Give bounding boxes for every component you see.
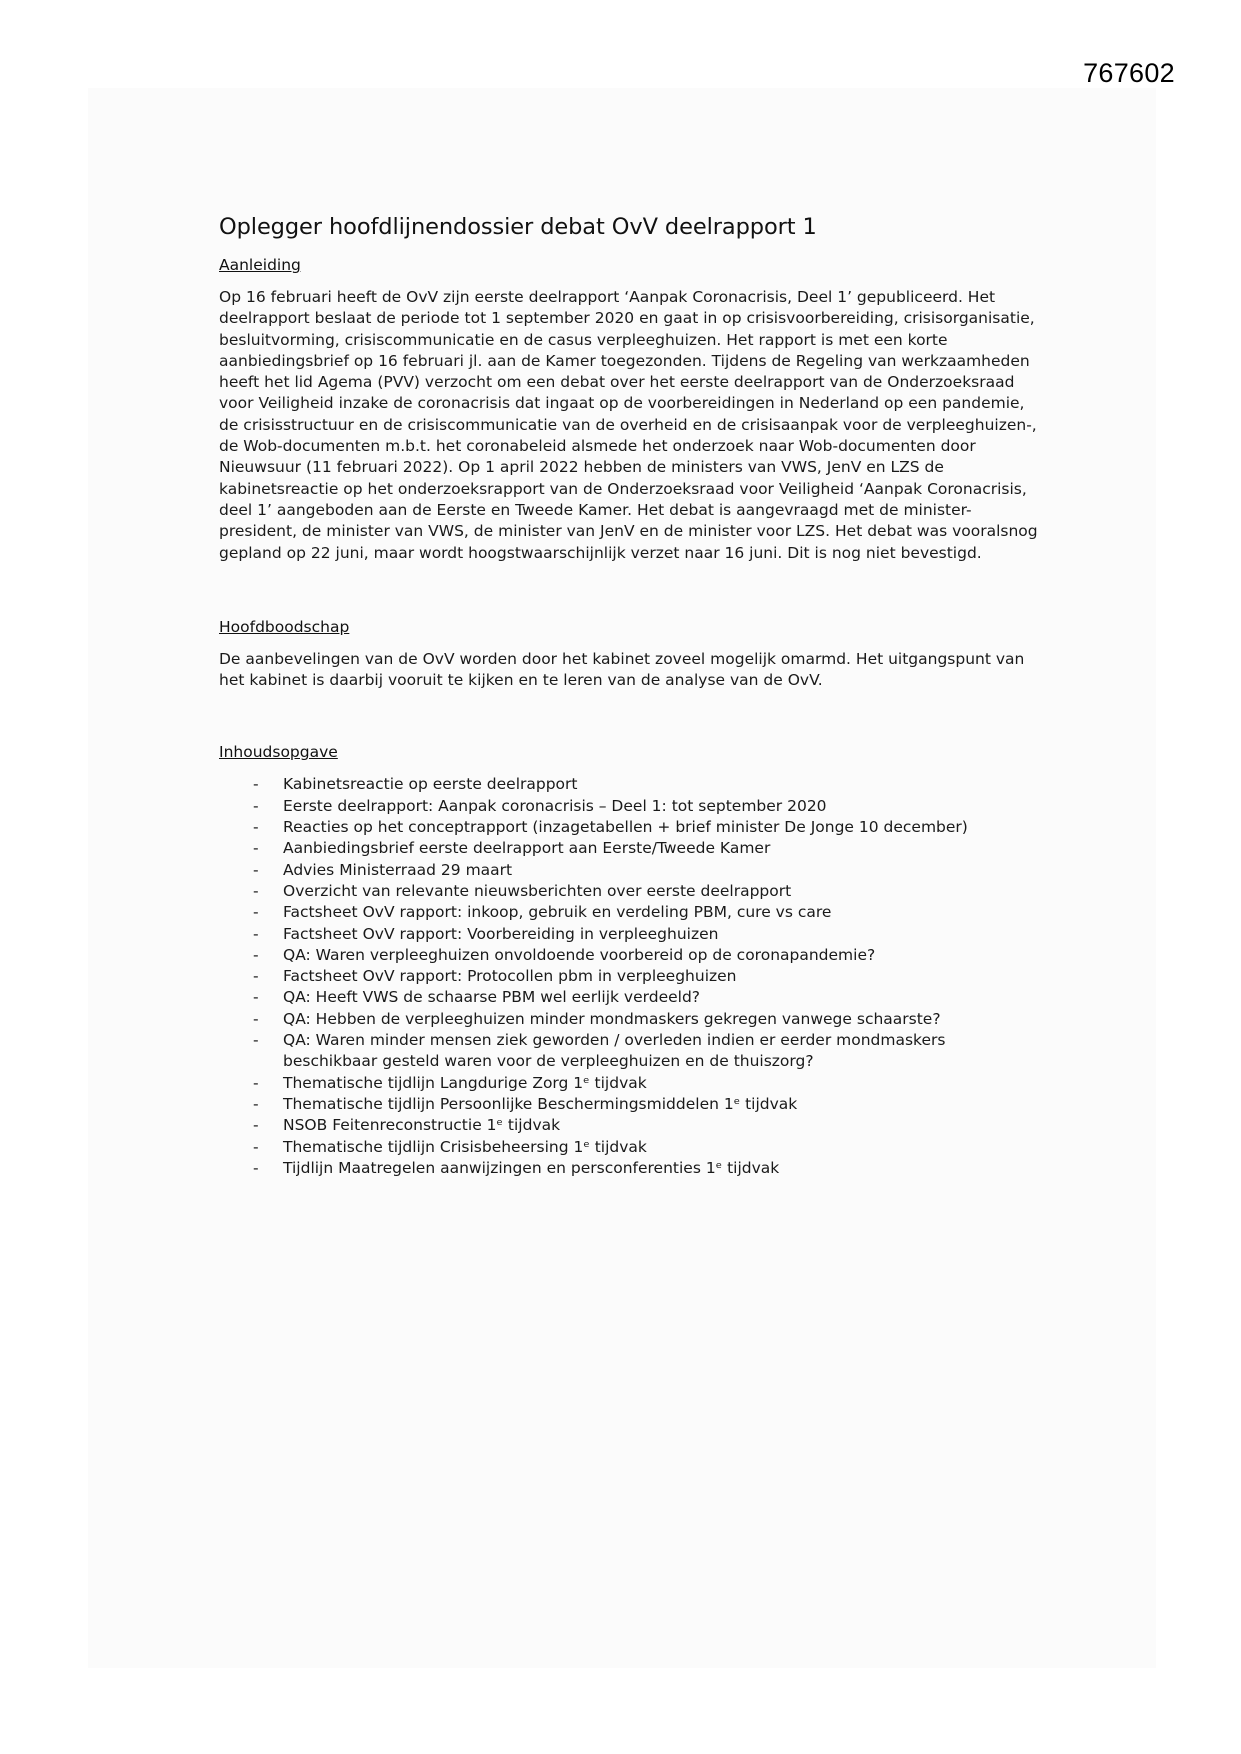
list-dash: - (253, 924, 259, 943)
toc-item-text: Eerste deelrapport: Aanpak coronacrisis – Deel 1: tot september 2020 (283, 796, 827, 815)
toc-item-text: QA: Waren minder mensen ziek geworden / overleden indien er eerder mondmaskers beschikbaar gesteld waren voor de verpleeghuizen en de thuiszorg? (283, 1031, 946, 1071)
toc-item (219, 945, 1039, 966)
toc-item-text: Tijdlijn Maatregelen aanwijzingen en persconferenties 1ᵉ tijdvak (283, 1158, 780, 1177)
document-number: 767602 (1083, 58, 1175, 88)
list-dash: - (253, 967, 259, 986)
toc-item-text: Thematische tijdlijn Langdurige Zorg 1ᵉ tijdvak (283, 1073, 647, 1092)
toc-item-text: Factsheet OvV rapport: inkoop, gebruik en verdeling PBM, cure vs care (283, 903, 832, 922)
toc-item (219, 924, 1039, 945)
toc-item (219, 1137, 1039, 1158)
toc-item-text: Thematische tijdlijn Persoonlijke Beschermingsmiddelen 1ᵉ tijdvak (283, 1094, 798, 1113)
toc-item (219, 796, 1039, 817)
toc-item (219, 966, 1039, 987)
toc-item-text: QA: Waren verpleeghuizen onvoldoende voorbereid op de coronapandemie? (283, 945, 876, 964)
toc-item-text: Advies Ministerraad 29 maart (283, 860, 513, 879)
toc-item (219, 987, 1039, 1008)
toc-item-text: Reacties op het conceptrapport (inzagetabellen + brief minister De Jonge 10 december) (283, 818, 968, 837)
list-dash: - (253, 796, 259, 815)
list-dash: - (253, 860, 259, 879)
aanleiding-paragraph: Op 16 februari heeft de OvV zijn eerste deelrapport ‘Aanpak Coronacrisis, Deel 1’ gepubliceerd. Het deelrapport beslaat de periode tot 1 september 2020 en gaat in op crisisvoorbereiding, crisisorganisatie, besluitvorming, crisiscommunicatie en de casus verpleeghuizen. Het rapport is met een korte aanbiedingsbrief op 16 februari jl. aan de Kamer toegezonden. Tijdens de Regeling van werkzaamheden heeft het lid Agema (PVV) verzocht om een debat over het eerste deelrapport van de Onderzoeksraad voor Veiligheid inzake de coronacrisis dat ingaat op de voorbereidingen in Nederland op een pandemie, de crisisstructuur en de crisiscommunicatie van de overheid en de crisisaanpak voor de verpleeghuizen-, de Wob-documenten m.b.t. het coronabeleid alsmede het onderzoek naar Wob-documenten door Nieuwsuur (11 februari 2022). Op 1 april 2022 hebben de ministers van VWS, JenV en LZS de kabinetsreactie op het onderzoeksrapport van de Onderzoeksraad voor Veiligheid ‘Aanpak Coronacrisis, deel 1’ aangeboden aan de Eerste en Tweede Kamer. Het debat is aangevraagd met de minister-president, de minister van VWS, de minister van JenV en de minister voor LZS. Het debat was vooralsnog gepland op 22 juni, maar wordt hoogstwaarschijnlijk verzet naar 16 juni. Dit is nog niet bevestigd. (219, 288, 1038, 562)
list-dash: - (253, 881, 259, 900)
toc-item (219, 817, 1039, 838)
list-dash: - (253, 1094, 259, 1113)
section-heading-inhoudsopgave: Inhoudsopgave (219, 743, 338, 762)
toc-item-text: Factsheet OvV rapport: Protocollen pbm in verpleeghuizen (283, 967, 737, 986)
list-dash: - (253, 1158, 259, 1177)
section-heading-aanleiding: Aanleiding (219, 256, 301, 274)
toc-item-text: QA: Heeft VWS de schaarse PBM wel eerlijk verdeeld? (283, 988, 701, 1007)
toc-item (219, 774, 1039, 795)
toc-item-text: QA: Hebben de verpleeghuizen minder mondmaskers gekregen vanwege schaarste? (283, 1009, 941, 1028)
table-of-contents (219, 774, 1039, 1179)
list-dash: - (253, 1031, 259, 1050)
toc-item-text: Aanbiedingsbrief eerste deelrapport aan Eerste/Tweede Kamer (283, 839, 771, 858)
toc-item-text: Kabinetsreactie op eerste deelrapport (283, 775, 578, 794)
toc-item (219, 860, 1039, 881)
toc-item (219, 1009, 1039, 1030)
toc-item (219, 881, 1039, 902)
document-title: Oplegger hoofdlijnendossier debat OvV deelrapport 1 (219, 214, 817, 240)
list-dash: - (253, 945, 259, 964)
section-spacer (219, 691, 1039, 743)
toc-item (219, 1073, 1039, 1094)
list-dash: - (253, 903, 259, 922)
list-dash: - (253, 839, 259, 858)
toc-item-text: Factsheet OvV rapport: Voorbereiding in verpleeghuizen (283, 924, 719, 943)
section-spacer (219, 564, 1039, 618)
list-dash: - (253, 1116, 259, 1135)
list-dash: - (253, 988, 259, 1007)
list-dash: - (253, 1009, 259, 1028)
toc-item-text: NSOB Feitenreconstructie 1ᵉ tijdvak (283, 1116, 561, 1135)
toc-item-text: Thematische tijdlijn Crisisbeheersing 1ᵉ tijdvak (283, 1137, 647, 1156)
document-content (219, 214, 1039, 1179)
toc-item (219, 1094, 1039, 1115)
toc-item (219, 902, 1039, 923)
list-dash: - (253, 1073, 259, 1092)
section-heading-hoofdboodschap: Hoofdboodschap (219, 617, 350, 636)
toc-item (219, 1030, 1039, 1073)
toc-item (219, 1158, 1039, 1179)
toc-item (219, 838, 1039, 859)
toc-item-text: Overzicht van relevante nieuwsberichten over eerste deelrapport (283, 881, 792, 900)
hoofdboodschap-paragraph: De aanbevelingen van de OvV worden door het kabinet zoveel mogelijk omarmd. Het uitgangspunt van het kabinet is daarbij vooruit te kijken en te leren van de analyse van de OvV. (219, 649, 1025, 690)
toc-item (219, 1115, 1039, 1136)
list-dash: - (253, 775, 259, 794)
list-dash: - (253, 818, 259, 837)
list-dash: - (253, 1137, 259, 1156)
